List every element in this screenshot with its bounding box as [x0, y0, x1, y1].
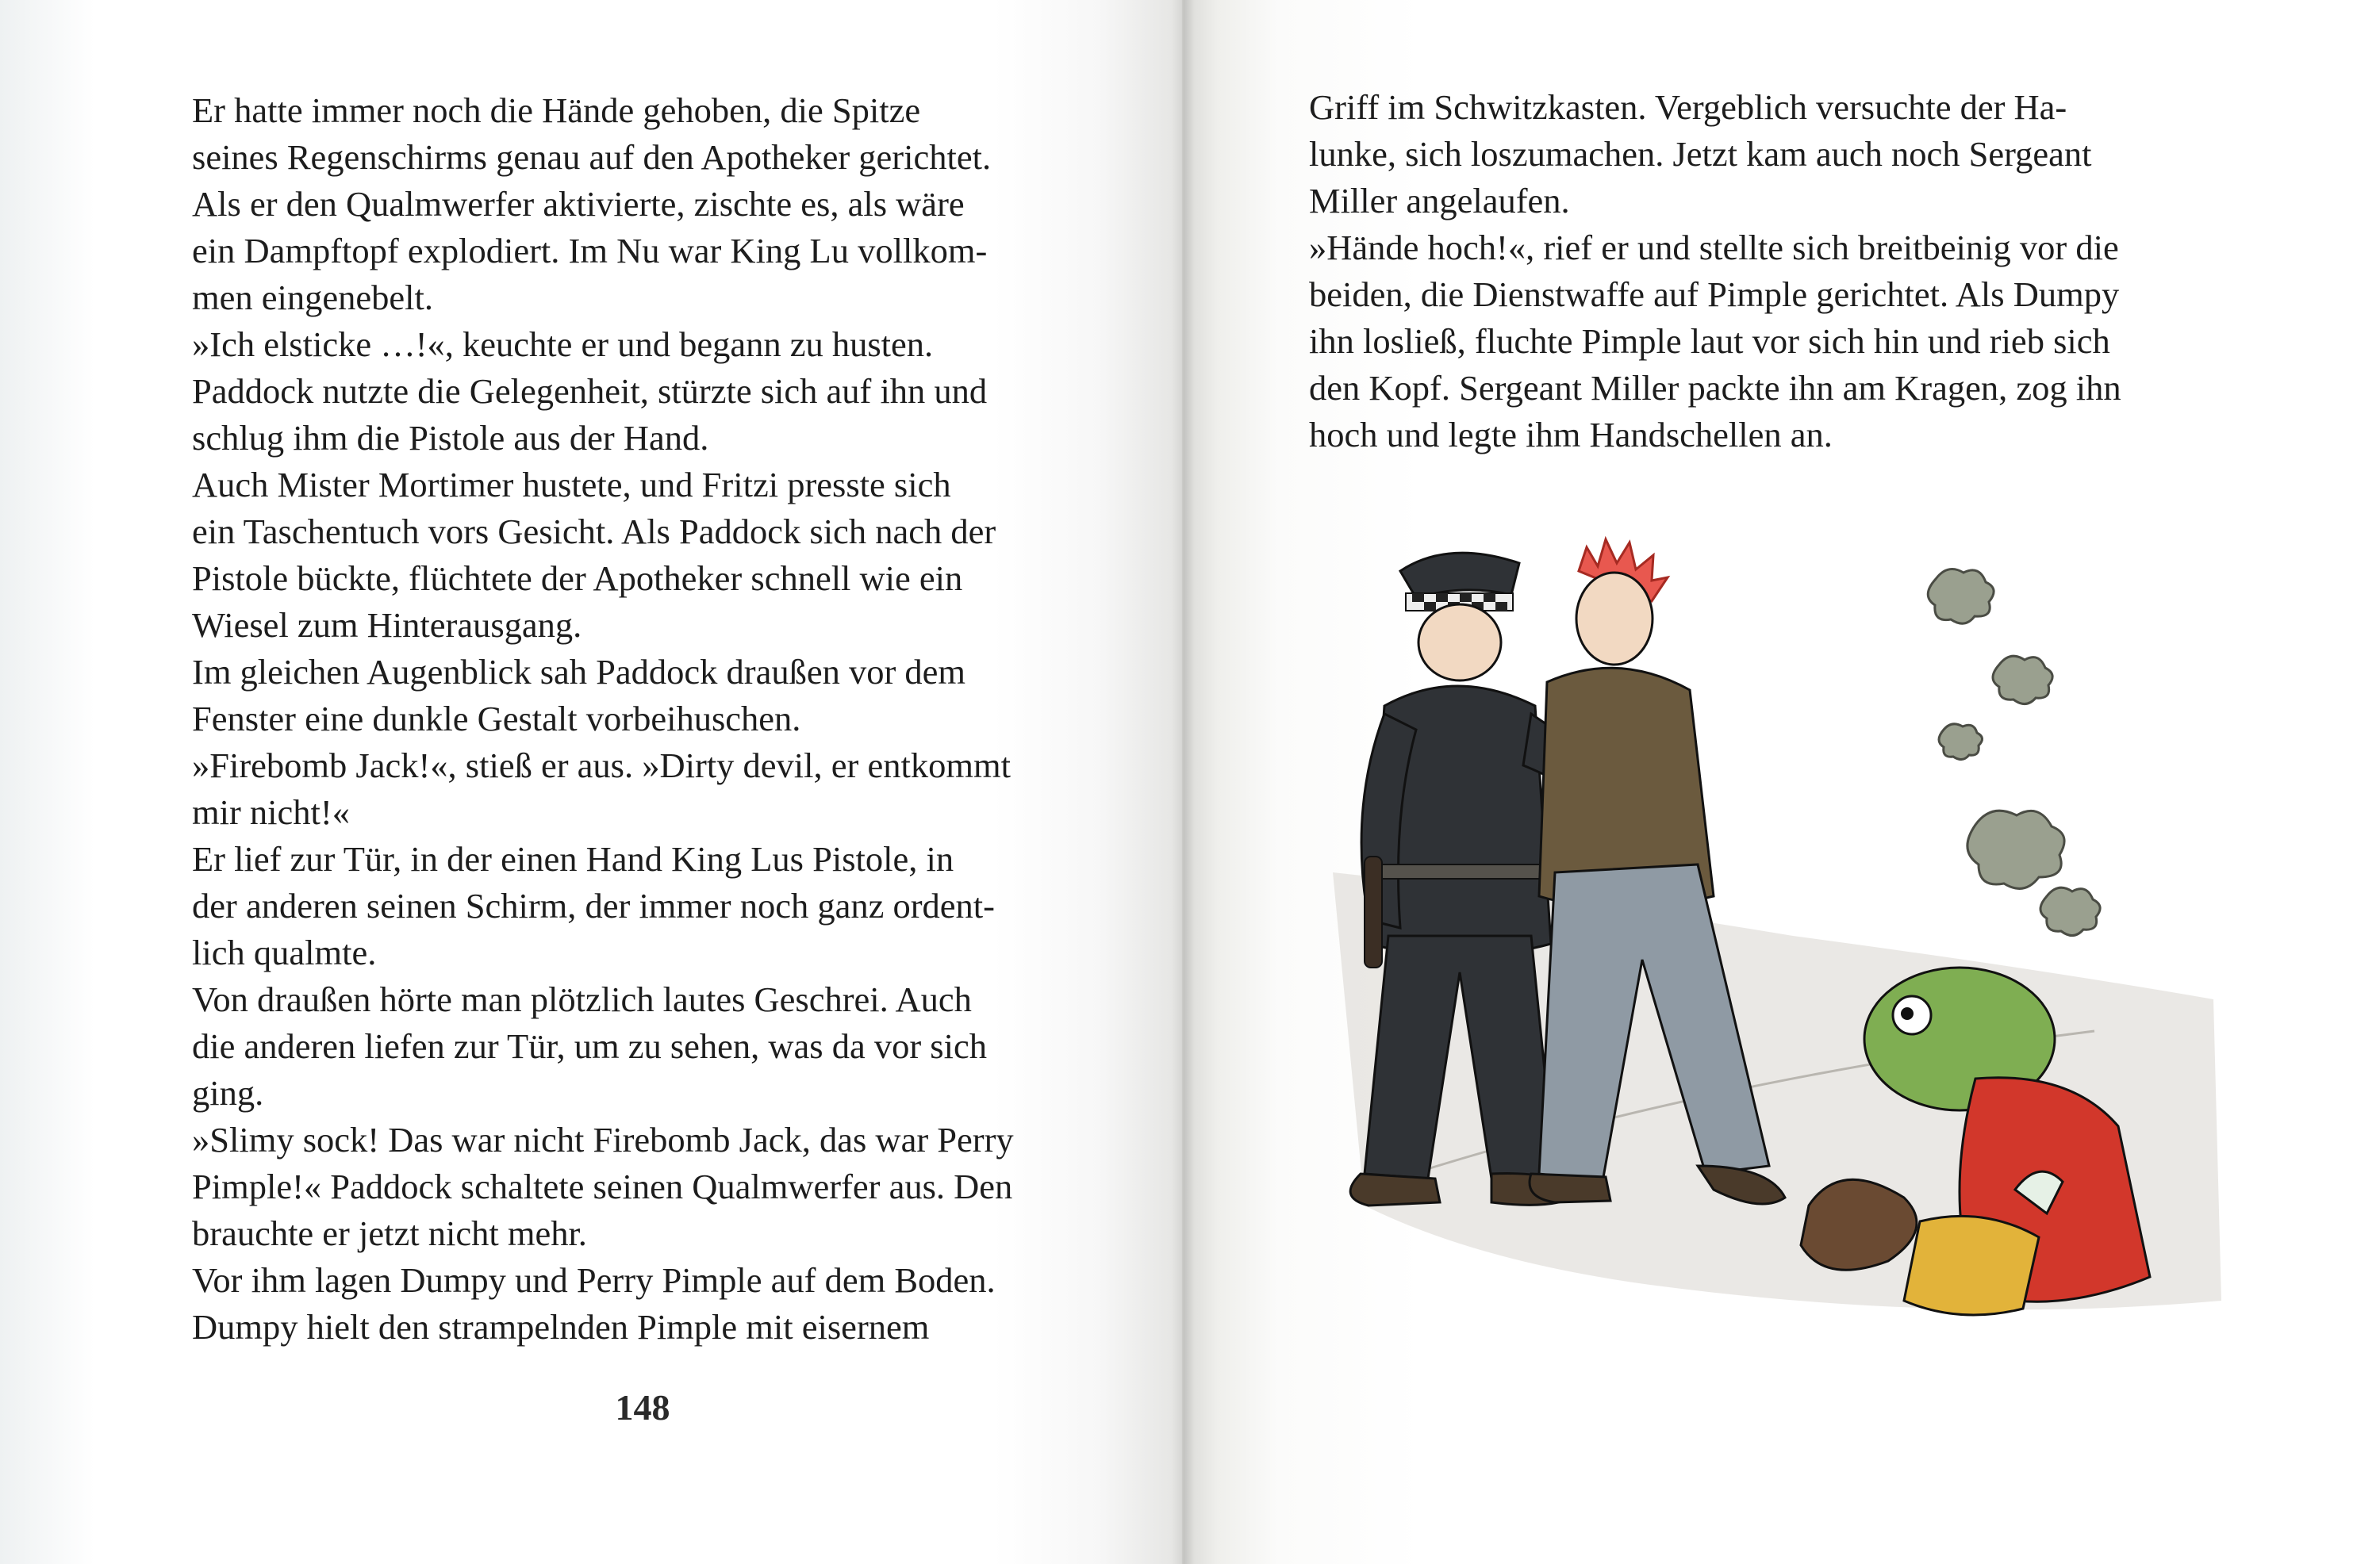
text-line: Dumpy hielt den strampelnden Pimple mit eisernem: [192, 1307, 930, 1347]
text-line: »Slimy sock! Das war nicht Firebomb Jack, das war Perry: [192, 1120, 1014, 1160]
creature-pants: [1904, 1216, 2039, 1315]
text-line: Von draußen hörte man plötzlich lautes Geschrei. Auch: [192, 979, 972, 1019]
text-line: Er hatte immer noch die Hände gehoben, die Spitze: [192, 90, 921, 130]
truncheon: [1365, 857, 1382, 968]
text-line: beiden, die Dienstwaffe auf Pimple gerichtet. Als Dumpy: [1309, 274, 2120, 314]
left-page: [0, 0, 1182, 1564]
text-line: hoch und legte ihm Handschellen an.: [1309, 415, 1833, 454]
text-line: schlug ihm die Pistole aus der Hand.: [192, 418, 709, 458]
text-line: Miller angelaufen.: [1309, 181, 1570, 220]
text-line: mir nicht!«: [192, 792, 350, 832]
text-line: Als er den Qualmwerfer aktivierte, zischte es, als wäre: [192, 184, 965, 224]
right-page-text: [1309, 84, 2285, 458]
text-line: Vor ihm lagen Dumpy und Perry Pimple auf dem Boden.: [192, 1260, 996, 1300]
illustration-svg: [1317, 523, 2229, 1380]
text-line: den Kopf. Sergeant Miller packte ihn am Kragen, zog ihn: [1309, 368, 2121, 408]
left-page-text: [192, 87, 1128, 1351]
text-line: Griff im Schwitzkasten. Vergeblich versuchte der Ha-: [1309, 87, 2067, 127]
story-illustration: [1317, 523, 2229, 1380]
police-face: [1418, 604, 1501, 680]
text-line: Paddock nutzte die Gelegenheit, stürzte sich auf ihn und: [192, 371, 988, 411]
text-line: die anderen liefen zur Tür, um zu sehen, was da vor sich: [192, 1026, 987, 1066]
text-line: men eingenebelt.: [192, 278, 433, 317]
police-belt: [1380, 864, 1555, 879]
man-face: [1576, 573, 1653, 665]
book-gutter-shadow: [1171, 0, 1195, 1564]
text-line: ihn losließ, fluchte Pimple laut vor sich hin und rieb sich: [1309, 321, 2110, 361]
page-number: 148: [615, 1387, 670, 1428]
text-line: Pimple!« Paddock schaltete seinen Qualmwerfer aus. Den: [192, 1167, 1013, 1206]
text-line: der anderen seinen Schirm, der immer noch ganz ordent-: [192, 886, 995, 926]
text-line: seines Regenschirms genau auf den Apotheker gerichtet.: [192, 137, 992, 177]
text-line: ein Taschentuch vors Gesicht. Als Paddock sich nach der: [192, 512, 996, 551]
text-line: ein Dampftopf explodiert. Im Nu war King Lu vollkom-: [192, 231, 988, 270]
creature-pupil: [1901, 1007, 1914, 1020]
text-line: Pistole bückte, flüchtete der Apotheker schnell wie ein: [192, 558, 963, 598]
text-line: »Hände hoch!«, rief er und stellte sich breitbeinig vor die: [1309, 228, 2119, 267]
text-line: Er lief zur Tür, in der einen Hand King Lus Pistole, in: [192, 839, 954, 879]
text-line: Wiesel zum Hinterausgang.: [192, 605, 582, 645]
text-line: lich qualmte.: [192, 933, 377, 972]
text-line: lunke, sich loszumachen. Jetzt kam auch noch Sergeant: [1309, 134, 2092, 174]
text-line: »Ich elsticke …!«, keuchte er und begann zu husten.: [192, 324, 934, 364]
text-line: brauchte er jetzt nicht mehr.: [192, 1213, 587, 1253]
text-line: Auch Mister Mortimer hustete, und Fritzi presste sich: [192, 465, 951, 504]
text-line: Fenster eine dunkle Gestalt vorbeihuschen.: [192, 699, 801, 738]
text-line: ging.: [192, 1073, 264, 1113]
text-line: Im gleichen Augenblick sah Paddock draußen vor dem: [192, 652, 966, 692]
right-page: [1182, 0, 2380, 1564]
text-line: »Firebomb Jack!«, stieß er aus. »Dirty devil, er entkommt: [192, 746, 1011, 785]
police-cap: [1400, 553, 1519, 598]
smoke-puffs: [1928, 569, 2100, 936]
